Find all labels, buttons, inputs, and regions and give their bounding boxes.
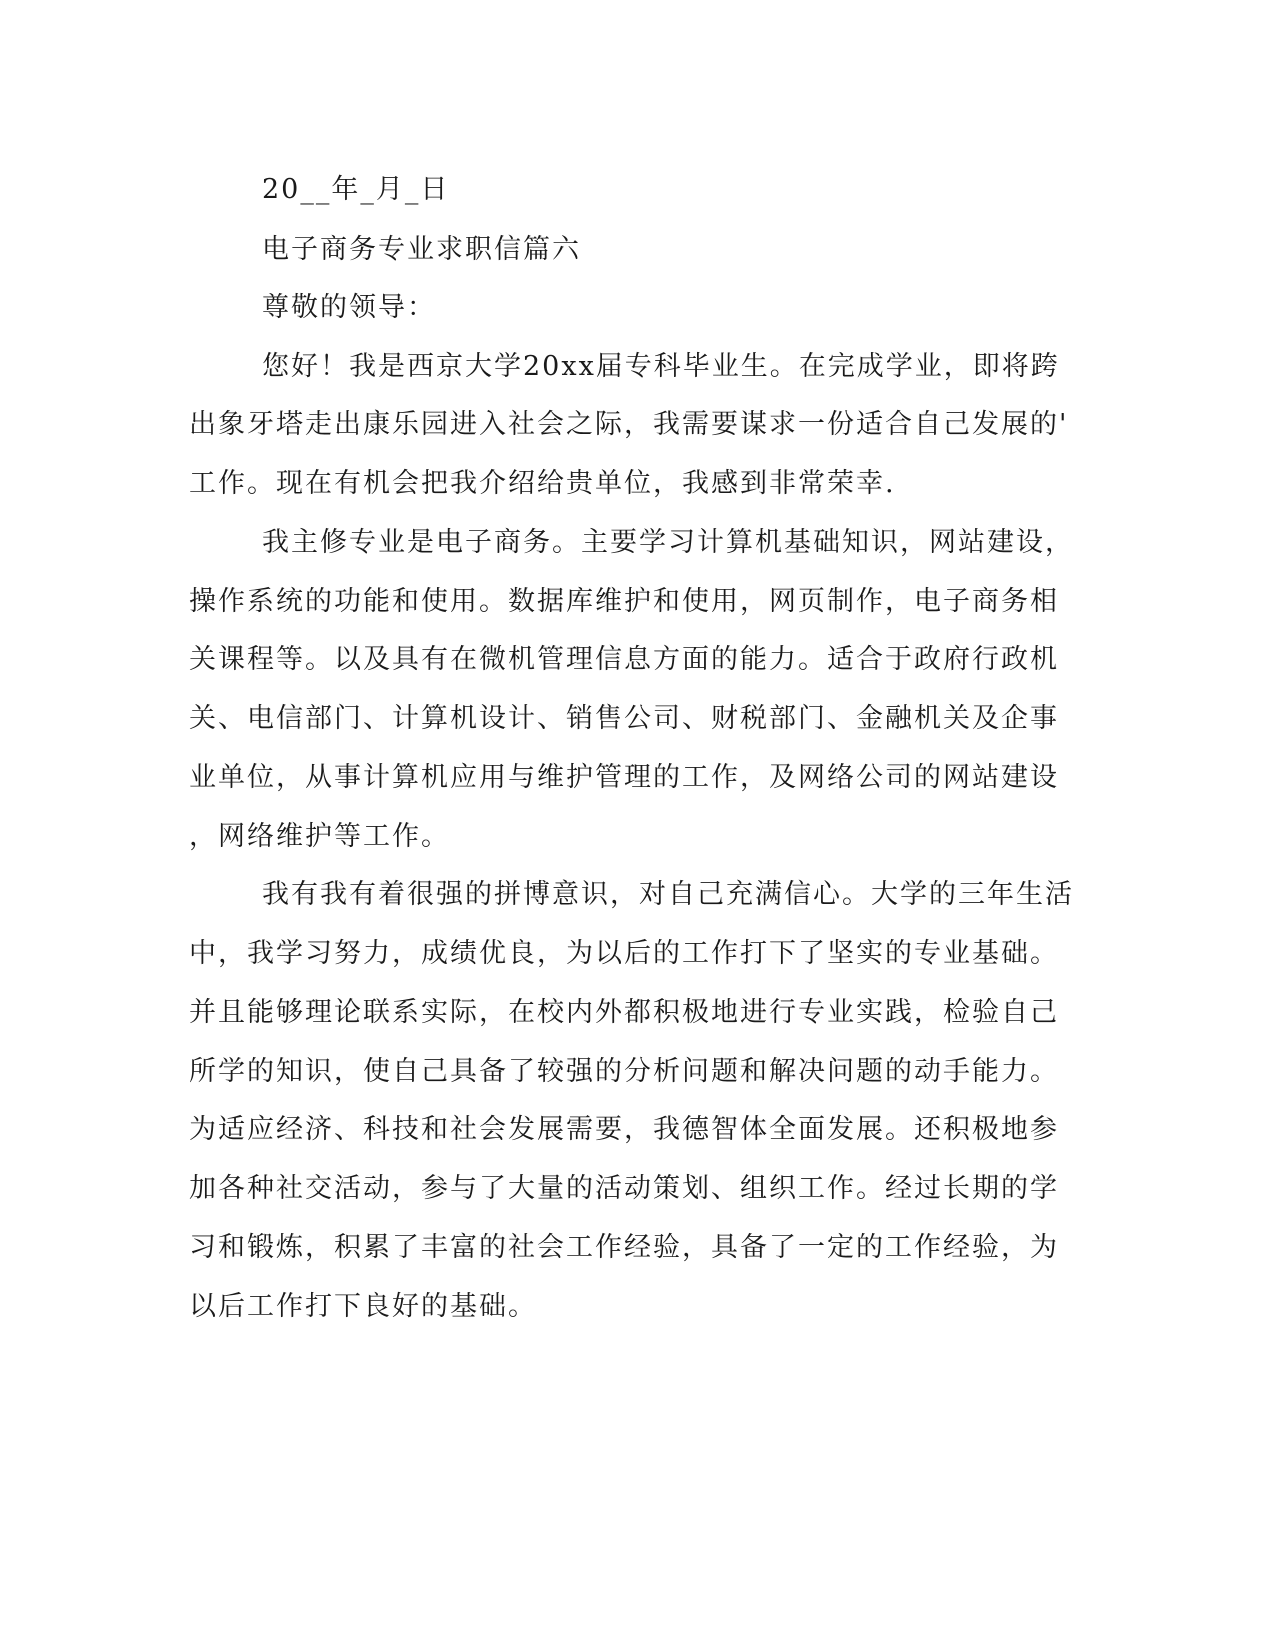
salutation: 尊敬的领导： [262, 292, 436, 323]
paragraph-line: 关、电信部门、计算机设计、销售公司、财税部门、金融机关及企事 [189, 703, 1059, 734]
paragraph-line: 出象牙塔走出康乐园进入社会之际，我需要谋求一份适合自己发展的' [189, 409, 1069, 440]
paragraph-line: 以后工作打下良好的基础。 [189, 1291, 537, 1322]
date-line: 20__年_月_日 [262, 174, 450, 205]
paragraph-line: 我主修专业是电子商务。主要学习计算机基础知识，网站建设， [262, 527, 1074, 558]
paragraph-line: ，网络维护等工作。 [189, 821, 450, 852]
paragraph-line: 工作。现在有机会把我介绍给贵单位，我感到非常荣幸. [189, 468, 896, 499]
document-title: 电子商务专业求职信篇六 [262, 234, 581, 265]
paragraph-line: 关课程等。以及具有在微机管理信息方面的能力。适合于政府行政机 [189, 644, 1059, 675]
paragraph-line: 中，我学习努力，成绩优良，为以后的工作打下了坚实的专业基础。 [189, 938, 1059, 969]
paragraph-line: 业单位，从事计算机应用与维护管理的工作，及网络公司的网站建设 [189, 762, 1059, 793]
paragraph-line: 您好！我是西京大学20xx届专科毕业生。在完成学业，即将跨 [262, 351, 1060, 382]
paragraph-line: 操作系统的功能和使用。数据库维护和使用，网页制作，电子商务相 [189, 586, 1059, 617]
paragraph-line: 所学的知识，使自己具备了较强的分析问题和解决问题的动手能力。 [189, 1056, 1059, 1087]
paragraph-line: 并且能够理论联系实际，在校内外都积极地进行专业实践，检验自己 [189, 997, 1059, 1028]
paragraph-line: 为适应经济、科技和社会发展需要，我德智体全面发展。还积极地参 [189, 1114, 1059, 1145]
paragraph-line: 习和锻炼，积累了丰富的社会工作经验，具备了一定的工作经验，为 [189, 1232, 1059, 1263]
paragraph-line: 加各种社交活动，参与了大量的活动策划、组织工作。经过长期的学 [189, 1173, 1059, 1204]
paragraph-line: 我有我有着很强的拼博意识，对自己充满信心。大学的三年生活 [262, 879, 1074, 910]
